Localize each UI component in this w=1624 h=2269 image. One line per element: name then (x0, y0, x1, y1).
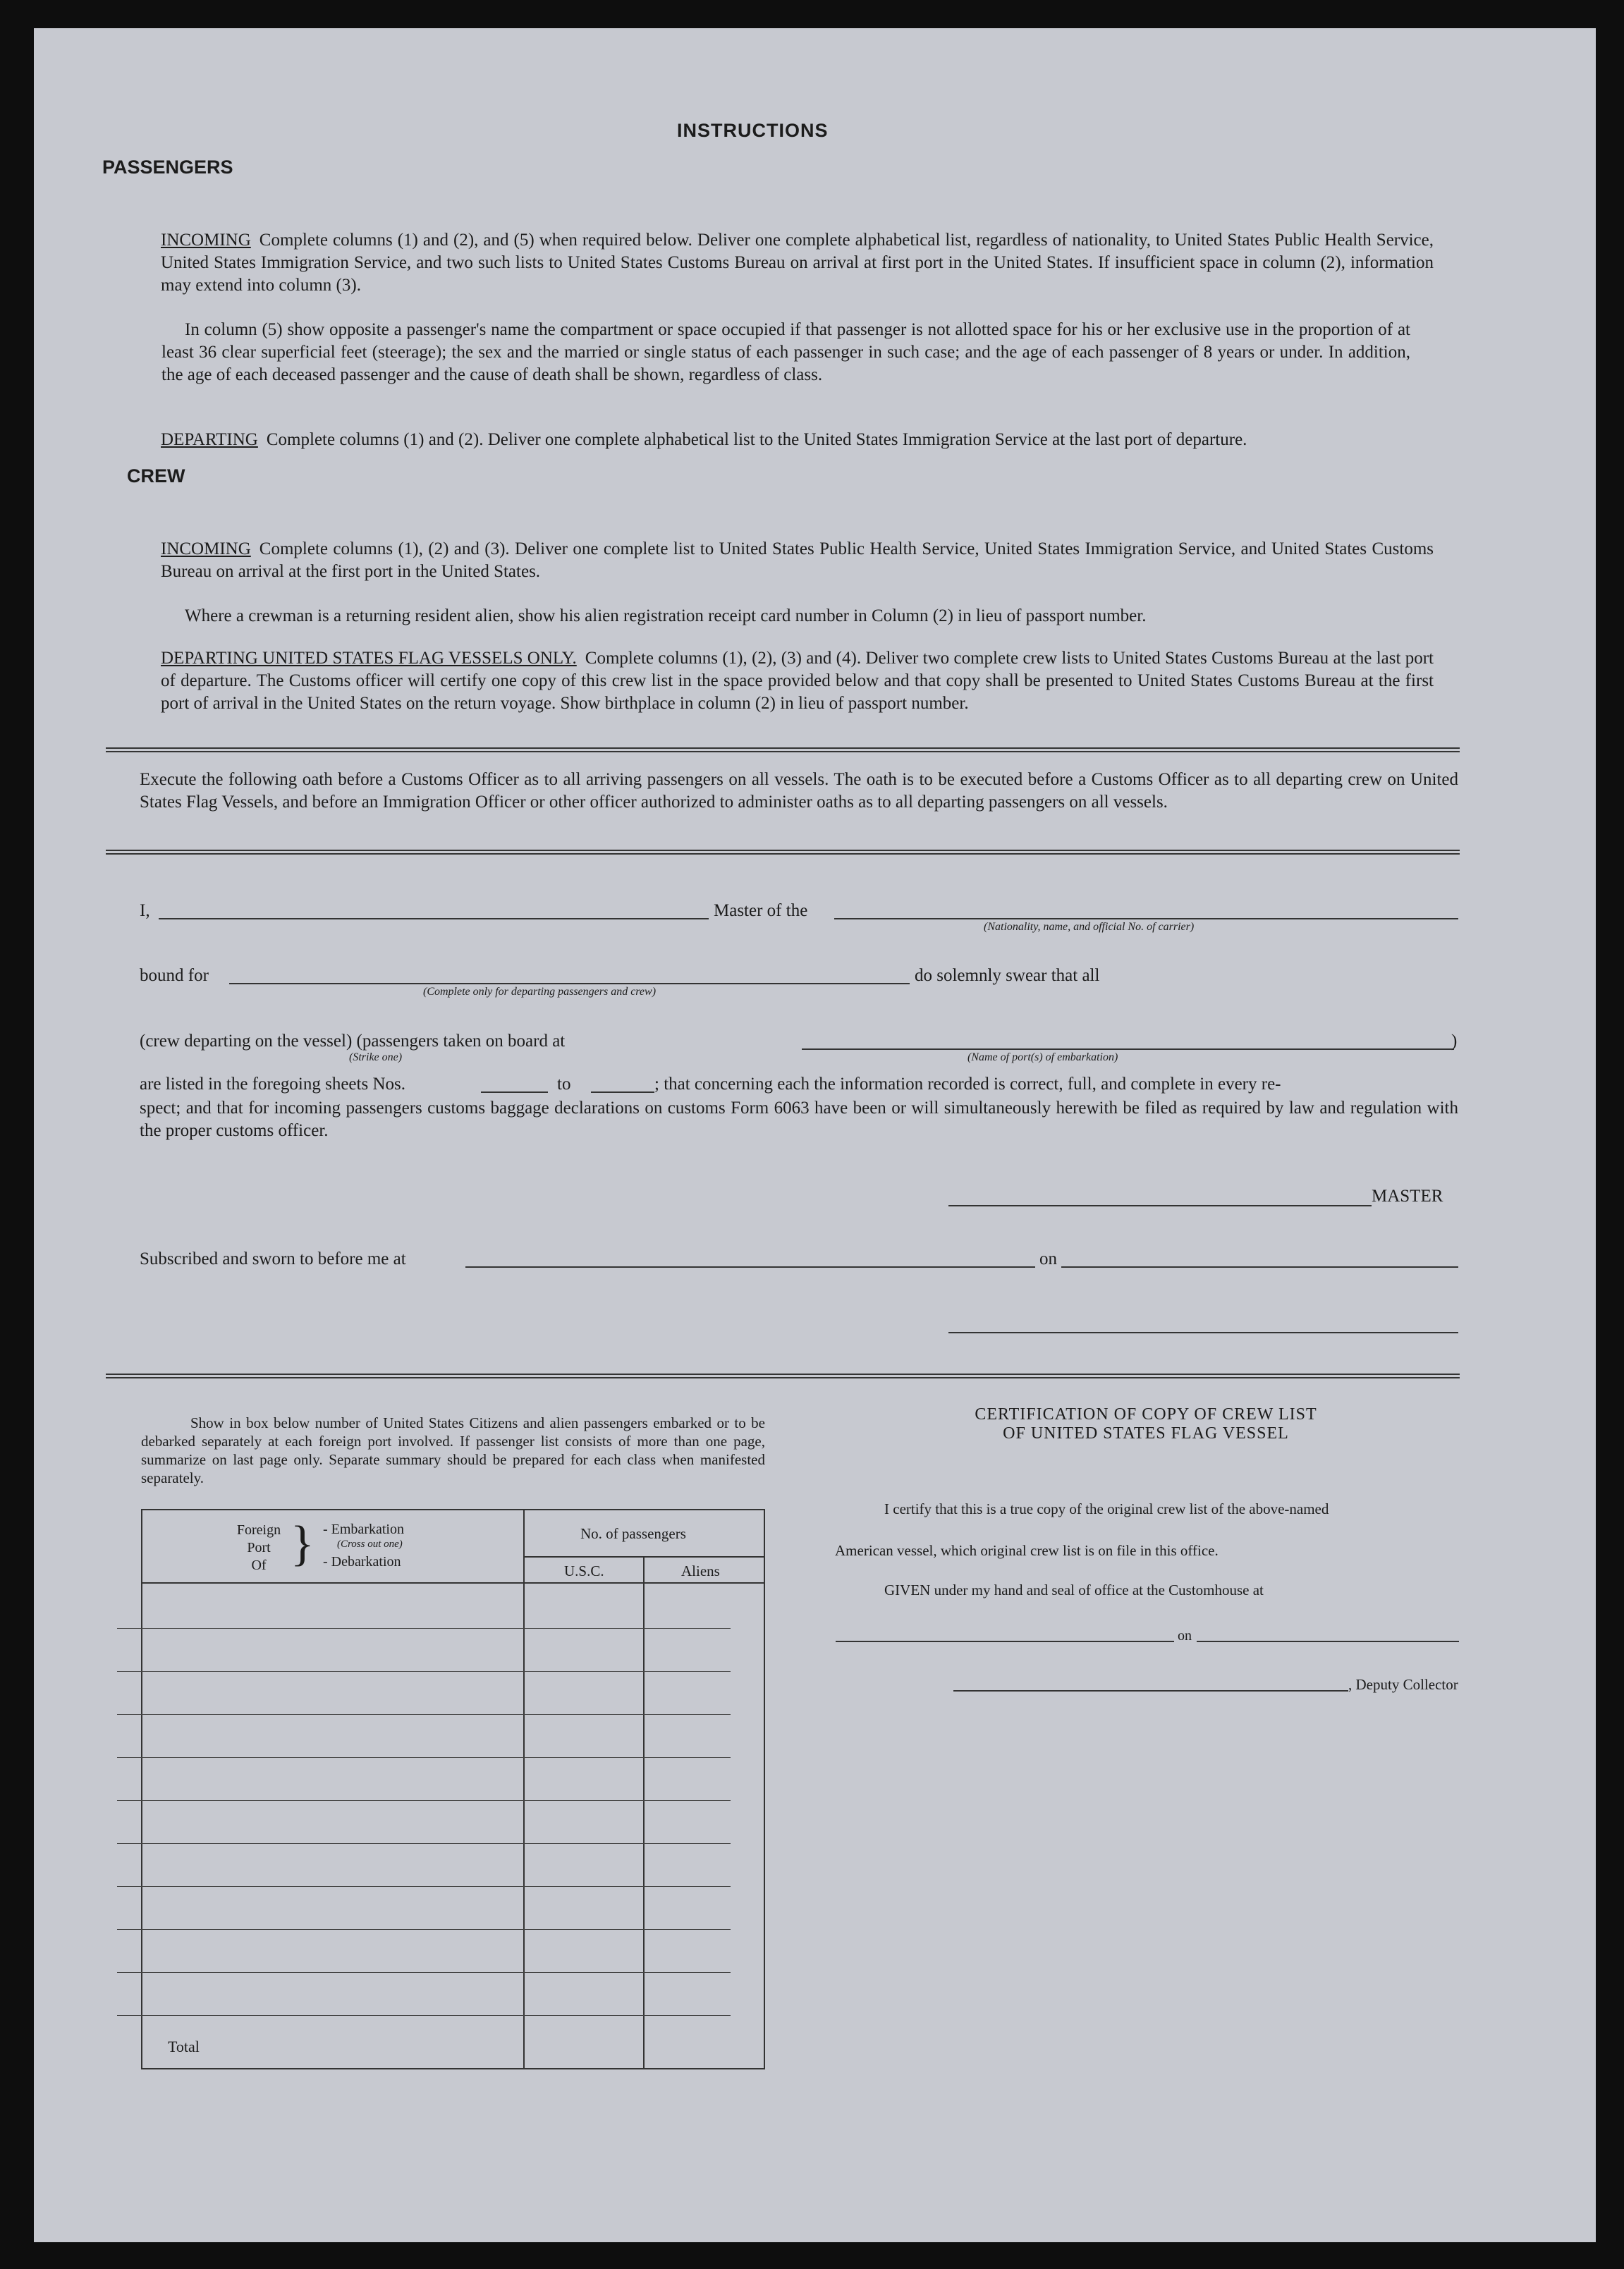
summary-table (141, 1509, 765, 2069)
summary-row-line (117, 1714, 731, 1715)
debarkation-label: - Debarkation (323, 1554, 401, 1570)
crew-departing-lead: DEPARTING UNITED STATES FLAG VESSELS ONLY. (161, 649, 577, 668)
master-of-the-label: Master of the (714, 901, 808, 920)
certify-line2: American vessel, which original crew list is on file in this office. (835, 1542, 1219, 1559)
crew-passengers-label: (crew departing on the vessel) (passengers taken on board at (140, 1032, 566, 1051)
sworn-place-line[interactable] (465, 1266, 1035, 1268)
summary-row-line (117, 1800, 731, 1801)
sheet-to-line[interactable] (591, 1091, 654, 1093)
summary-instructions: Show in box below number of United States Citizens and alien passengers embarked or to be debarked separately at each foreign port involved. If passenger list consists of more than one page, summarize on last page only. Separate summary should be prepared for each class when manifested separately. (141, 1414, 765, 1486)
crew-incoming-lead: INCOMING (161, 539, 251, 558)
page-title: INSTRUCTIONS (677, 120, 829, 141)
passengers-incoming-lead: INCOMING (161, 231, 251, 250)
crew-departing-paragraph (161, 647, 1434, 715)
passengers-departing-text: Complete columns (1) and (2). Deliver one complete alphabetical list to the United States Immigration Service at the last port of departure. (266, 430, 1247, 449)
carrier-caption: (Nationality, name, and official No. of carrier) (984, 921, 1195, 933)
close-paren: ) (1451, 1032, 1458, 1051)
aliens-column-header: Aliens (681, 1562, 720, 1579)
foreign-port-label (227, 1522, 291, 1574)
ports-caption: (Name of port(s) of embarkation) (967, 1051, 1118, 1063)
subscribed-label: Subscribed and sworn to before me at (140, 1249, 406, 1268)
embarkation-label: - Embarkation (323, 1522, 404, 1537)
bound-for-line[interactable] (229, 983, 910, 984)
summary-row-line (117, 1628, 731, 1629)
certify-line3: GIVEN under my hand and seal of office at the Customhouse at (884, 1582, 1264, 1598)
summary-row-line (117, 1972, 731, 1973)
no-passengers-label: No. of passengers (580, 1525, 686, 1542)
summary-row-line (117, 1843, 731, 1844)
certification-title-line2: OF UNITED STATES FLAG VESSEL (1003, 1424, 1289, 1443)
listed-text-b: ; that concerning each the information recorded is correct, full, and complete in every re- (654, 1075, 1281, 1094)
certification-title (846, 1405, 1446, 1443)
listed-text-c: spect; and that for incoming passengers customs baggage declarations on customs Form 6063 have been or will simultaneously herewith be filed as required by law and regulation with the proper customs officer. (140, 1099, 1458, 1140)
officer-signature-line[interactable] (948, 1332, 1458, 1333)
section-divider (106, 747, 1460, 752)
bound-for-label: bound for (140, 966, 209, 985)
master-name-line[interactable] (159, 918, 709, 919)
crew-heading: CREW (127, 465, 185, 487)
passengers-incoming-text: Complete columns (1) and (2), and (5) when required below. Deliver one complete alphabetical list, regardless of nationality, to United States Public Health Service, United States Immigration Service, and two such lists to United States Customs Bureau on arrival at first port in the United States. If insufficient space in column (2), information may extend into column (3). (161, 231, 1434, 295)
crew-resident-paragraph: Where a crewman is a returning resident alien, show his alien registration receipt card number in Column (2) in lieu of passport number. (185, 606, 1147, 625)
listed-sheets-label: are listed in the foregoing sheets Nos. (140, 1075, 405, 1094)
crew-incoming-paragraph (161, 538, 1434, 583)
brace-glyph: } (291, 1517, 315, 1571)
sworn-date-line[interactable] (1061, 1266, 1458, 1268)
summary-row-line (117, 2015, 731, 2016)
customhouse-place-line[interactable] (836, 1641, 1174, 1642)
cross-out-caption: (Cross out one) (337, 1539, 403, 1550)
total-row-label: Total (168, 2038, 200, 2055)
oath-intro: Execute the following oath before a Customs Officer as to all arriving passengers on all vessels. The oath is to be executed before a Customs Officer as to all departing crew on United States Flag Vessels, and before an Immigration Officer or other officer authorized to administer oaths as to all departing passengers on all vessels. (140, 770, 1458, 812)
crew-incoming-text: Complete columns (1), (2) and (3). Deliver one complete list to United States Public Health Service, United States Immigration Service, and United States Customs Bureau on arrival at the first port in the United States. (161, 539, 1434, 581)
section-divider (106, 850, 1460, 855)
summary-header-line (141, 1582, 765, 1584)
listed-to-label: to (557, 1075, 571, 1094)
crew-departing-text: Complete columns (1), (2), (3) and (4). Deliver two complete crew lists to United States Customs Bureau at the last port of departure. The Customs officer will certify one copy of this crew list in the space provided below and that copy shall be presented to United States Customs Bureau at the first port of arrival in the United States on the return voyage. Show birthplace in column (2) in lieu of passport number. (161, 649, 1434, 713)
summary-col-divider (523, 1509, 525, 2069)
sheet-from-line[interactable] (481, 1091, 548, 1093)
column5-paragraph: In column (5) show opposite a passenger's name the compartment or space occupied if that passenger is not allotted space for his or her exclusive use in the proportion of at least 36 clear superficial feet (steerage); the sex and the married or single status of each passenger in such case; and the age of each passenger of 8 years or under. In addition, the age of each deceased passenger and the cause of death shall be shown, regardless of class. (161, 320, 1410, 384)
summary-row-line (117, 1929, 731, 1930)
certify-line1: I certify that this is a true copy of the original crew list of the above-named (884, 1500, 1329, 1517)
passengers-departing-lead: DEPARTING (161, 430, 258, 449)
summary-row-line (117, 1671, 731, 1672)
certification-title-line1: CERTIFICATION OF COPY OF CREW LIST (975, 1405, 1317, 1424)
of-word: Of (251, 1558, 267, 1573)
oath-i-label: I, (140, 901, 150, 920)
summary-subheader-line (523, 1556, 765, 1558)
certify-on-label: on (1178, 1628, 1192, 1644)
master-label: MASTER (1372, 1187, 1443, 1206)
swear-label: do solemnly swear that all (915, 966, 1100, 985)
passengers-heading: PASSENGERS (102, 157, 233, 178)
section-divider (106, 1374, 1460, 1378)
summary-row-line (117, 1886, 731, 1887)
strike-caption: (Strike one) (349, 1051, 403, 1063)
foreign-word: Foreign (236, 1522, 281, 1538)
customhouse-date-line[interactable] (1197, 1641, 1459, 1642)
summary-row-line (117, 1757, 731, 1758)
passengers-departing-paragraph (161, 429, 1434, 451)
port-word: Port (247, 1540, 271, 1555)
passengers-incoming-paragraph (161, 229, 1434, 297)
bound-for-caption: (Complete only for departing passengers and crew) (423, 986, 657, 998)
deputy-collector-label: , Deputy Collector (1348, 1676, 1458, 1693)
sworn-on-label: on (1039, 1249, 1057, 1268)
master-signature-line[interactable] (948, 1205, 1372, 1206)
deputy-signature-line[interactable] (953, 1690, 1348, 1692)
ports-line[interactable] (802, 1048, 1454, 1050)
summary-col-divider (643, 1556, 645, 2069)
usc-column-header: U.S.C. (564, 1562, 604, 1579)
carrier-line[interactable] (834, 918, 1458, 919)
